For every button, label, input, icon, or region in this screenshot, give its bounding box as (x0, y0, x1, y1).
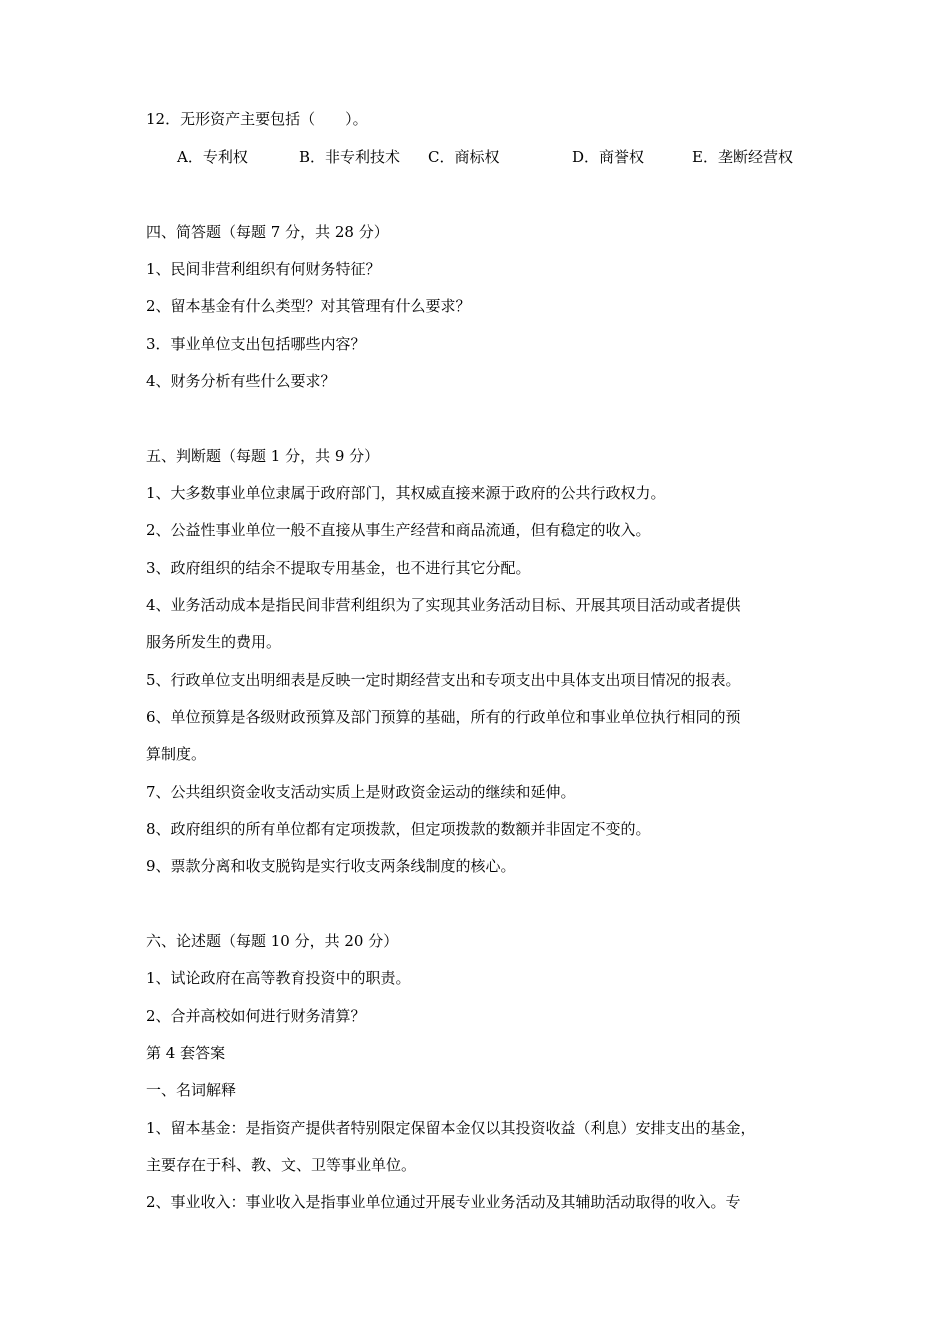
section5-item-2: 2、公益性事业单位一般不直接从事生产经营和商品流通，但有稳定的收入。 (146, 521, 651, 539)
section5-item-3: 3、政府组织的结余不提取专用基金，也不进行其它分配。 (146, 559, 531, 577)
q12-option-b: B．非专利技术 (299, 148, 401, 166)
section5-item-5: 5、行政单位支出明细表是反映一定时期经营支出和专项支出中具体支出项目情况的报表。 (146, 671, 741, 689)
section5-item-4-cont: 服务所发生的费用。 (146, 633, 282, 651)
answers-section1-heading: 一、名词解释 (146, 1081, 237, 1099)
section6-heading: 六、论述题（每题 10 分，共 20 分） (146, 932, 399, 950)
section4-item-2: 2、留本基金有什么类型？对其管理有什么要求？ (146, 297, 471, 315)
section6-item-1: 1、试论政府在高等教育投资中的职责。 (146, 969, 411, 987)
q12-option-d: D．商誉权 (572, 148, 645, 166)
q12-option-e: E．垄断经营权 (692, 148, 793, 166)
section5-item-8: 8、政府组织的所有单位都有定项拨款，但定项拨款的数额并非固定不变的。 (146, 820, 651, 838)
section5-heading: 五、判断题（每题 1 分，共 9 分） (146, 447, 380, 465)
section4-item-1: 1、民间非营利组织有何财务特征？ (146, 260, 381, 278)
q12-option-c: C．商标权 (428, 148, 500, 166)
answers-item-1-cont: 主要存在于科、教、文、卫等事业单位。 (146, 1156, 417, 1174)
section6-item-2: 2、合并高校如何进行财务清算？ (146, 1007, 366, 1025)
answers-item-2: 2、事业收入：事业收入是指事业单位通过开展专业业务活动及其辅助活动取得的收入。专 (146, 1193, 741, 1211)
section5-item-9: 9、票款分离和收支脱钩是实行收支两条线制度的核心。 (146, 857, 516, 875)
q12-option-a: A．专利权 (177, 148, 248, 166)
section4-item-3: 3．事业单位支出包括哪些内容？ (146, 335, 366, 353)
q12-stem: 12．无形资产主要包括（ ）。 (146, 110, 368, 128)
section5-item-7: 7、公共组织资金收支活动实质上是财政资金运动的继续和延伸。 (146, 783, 576, 801)
section5-item-4: 4、业务活动成本是指民间非营利组织为了实现其业务活动目标、开展其项目活动或者提供 (146, 596, 741, 614)
answers-item-1: 1、留本基金：是指资产提供者特别限定保留本金仅以其投资收益（利息）安排支出的基金， (146, 1119, 756, 1137)
section5-item-1: 1、大多数事业单位隶属于政府部门，其权威直接来源于政府的公共行政权力。 (146, 484, 666, 502)
answers-title: 第 4 套答案 (146, 1044, 226, 1062)
section4-item-4: 4、财务分析有些什么要求？ (146, 372, 336, 390)
section5-item-6-cont: 算制度。 (146, 745, 207, 763)
section5-item-6: 6、单位预算是各级财政预算及部门预算的基础，所有的行政单位和事业单位执行相同的预 (146, 708, 741, 726)
section4-heading: 四、简答题（每题 7 分，共 28 分） (146, 223, 389, 241)
